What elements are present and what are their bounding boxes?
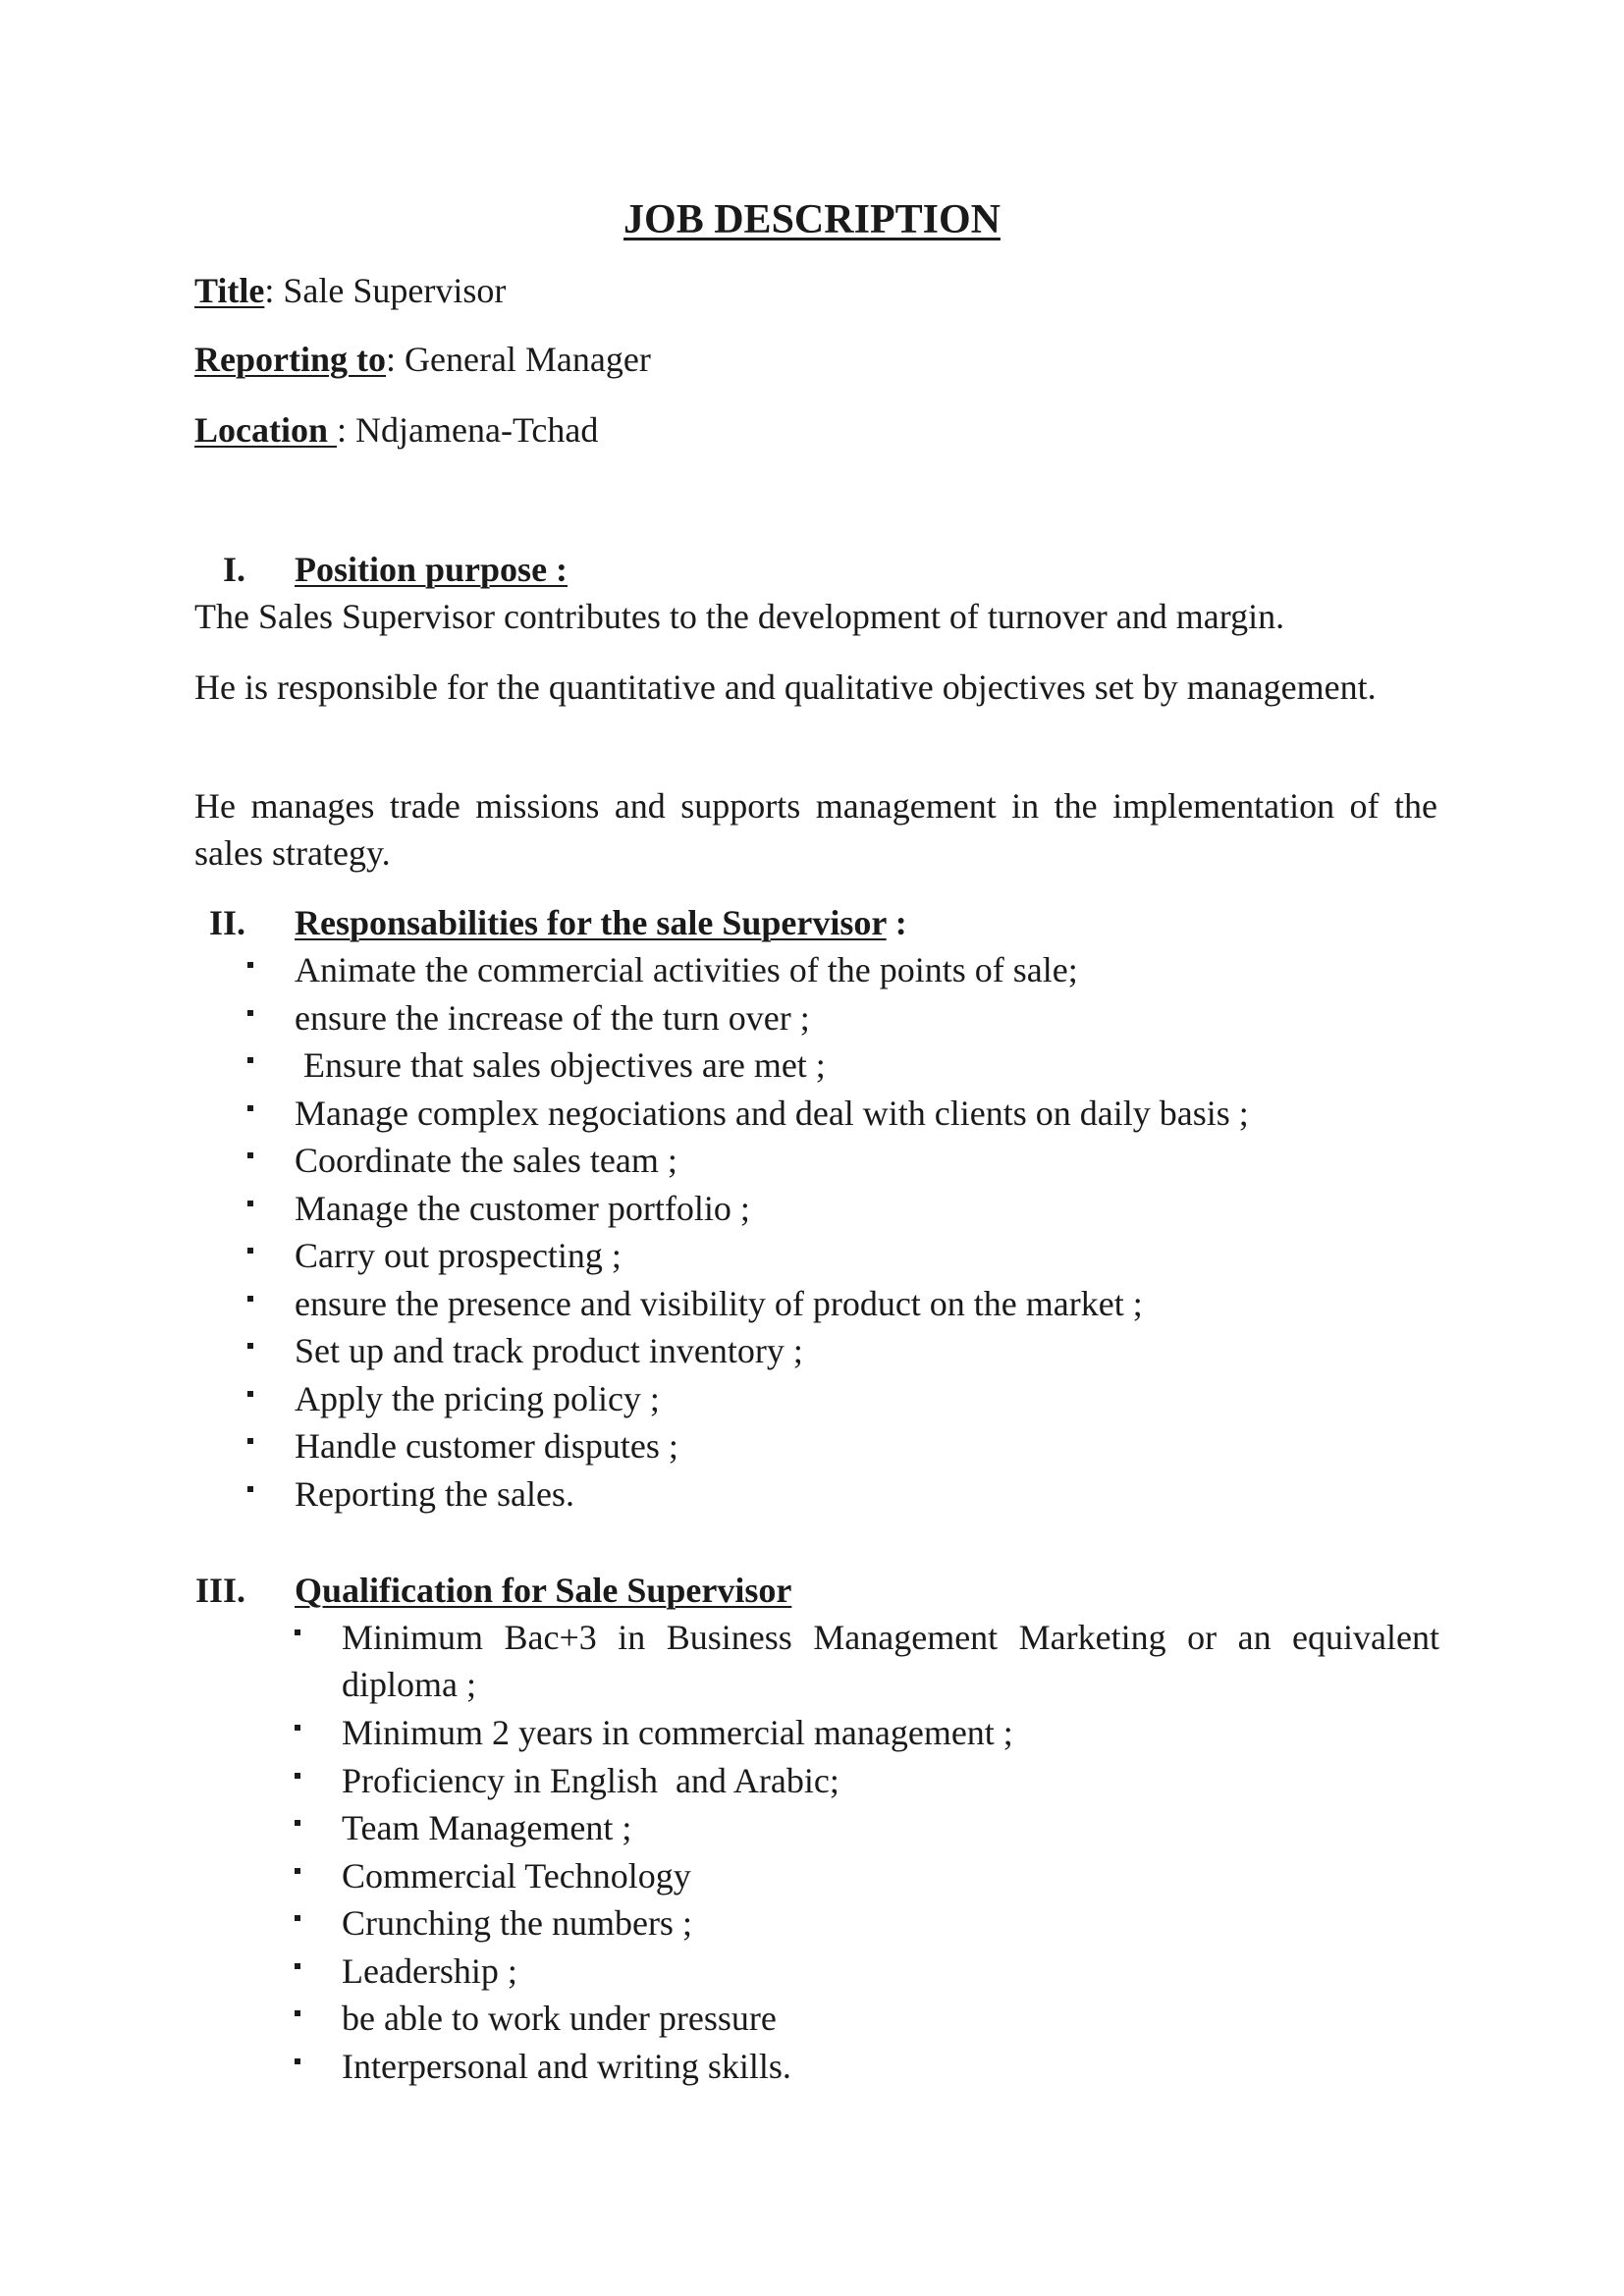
bullet-icon (295, 1820, 300, 1826)
list-item: Coordinate the sales team ; (295, 1137, 1249, 1185)
list-item: Manage complex negociations and deal with clients on daily basis ; (295, 1090, 1249, 1138)
section-2-title: Responsabilities for the sale Supervisor : (295, 903, 907, 942)
bullet-icon (295, 2010, 300, 2016)
list-item: be able to work under pressure (342, 1995, 1439, 2043)
list-item: Carry out prospecting ; (295, 1232, 1249, 1280)
list-item: ensure the presence and visibility of product on the market ; (295, 1280, 1249, 1328)
section-1-number: I. (222, 550, 245, 589)
bullet-icon (247, 1057, 253, 1063)
bullet-icon (247, 1105, 253, 1111)
bullet-icon (295, 1725, 300, 1731)
field-location-sep: : (337, 410, 356, 450)
bullet-icon (247, 1248, 253, 1254)
bullet-icon (247, 1296, 253, 1302)
bullet-icon (247, 1391, 253, 1397)
list-item: Apply the pricing policy ; (295, 1375, 1249, 1423)
qualifications-list (342, 1614, 1439, 2090)
bullet-icon (247, 1201, 253, 1206)
document-title (0, 194, 1624, 245)
section-1-paragraph-2: He is responsible for the quantitative and qualitative objectives set by management. (194, 667, 1377, 707)
list-item: Interpersonal and writing skills. (342, 2043, 1439, 2091)
section-3-number: III. (194, 1571, 245, 1610)
bullet-icon (247, 1152, 253, 1158)
section-2-number: II. (208, 903, 245, 942)
section-1-paragraph-1: The Sales Supervisor contributes to the development of turnover and margin. (194, 597, 1285, 636)
list-item: Manage the customer portfolio ; (295, 1185, 1249, 1233)
list-item: Minimum Bac+3 in Business Management Marketing or an equivalent diploma ; (342, 1614, 1439, 1708)
list-item: Minimum 2 years in commercial management ; (342, 1709, 1439, 1757)
list-item: Commercial Technology (342, 1852, 1439, 1900)
field-reporting-to-label: Reporting to (194, 340, 386, 379)
bullet-icon (247, 1010, 253, 1016)
bullet-icon (247, 1343, 253, 1349)
field-reporting-to (194, 336, 651, 383)
bullet-icon (295, 2058, 300, 2064)
bullet-icon (295, 1773, 300, 1779)
bullet-icon (295, 1868, 300, 1874)
list-item: Proficiency in English and Arabic; (342, 1757, 1439, 1805)
field-reporting-to-sep: : (385, 340, 405, 379)
field-title-sep: : (264, 271, 284, 310)
bullet-icon (295, 1963, 300, 1969)
field-location-label: Location (194, 410, 338, 450)
list-item: Ensure that sales objectives are met ; (295, 1041, 1249, 1090)
bullet-icon (247, 962, 253, 968)
list-item: Team Management ; (342, 1804, 1439, 1852)
section-1-title: Position purpose : (295, 550, 568, 589)
field-location-value: Ndjamena-Tchad (355, 410, 599, 450)
list-item: ensure the increase of the turn over ; (295, 994, 1249, 1042)
list-item: Set up and track product inventory ; (295, 1327, 1249, 1375)
list-item: Handle customer disputes ; (295, 1422, 1249, 1470)
list-item: Animate the commercial activities of the points of sale; (295, 946, 1249, 994)
bullet-icon (295, 1629, 300, 1635)
responsibilities-list (295, 946, 1249, 1518)
document-title-text: JOB DESCRIPTION (623, 197, 1001, 242)
list-item: Leadership ; (342, 1948, 1439, 1996)
section-1-paragraph-3: He manages trade missions and supports management in the implementation of the sales strategy. (194, 786, 1437, 873)
field-location (194, 406, 598, 454)
field-title-value: Sale Supervisor (283, 271, 507, 310)
bullet-icon (247, 1438, 253, 1444)
field-title-label: Title (194, 271, 265, 310)
list-item: Crunching the numbers ; (342, 1899, 1439, 1948)
bullet-icon (247, 1486, 253, 1492)
section-3-title: Qualification for Sale Supervisor (295, 1571, 792, 1610)
field-reporting-to-value: General Manager (405, 340, 651, 379)
bullet-icon (295, 1915, 300, 1921)
field-title (194, 267, 506, 314)
list-item: Reporting the sales. (295, 1470, 1249, 1519)
